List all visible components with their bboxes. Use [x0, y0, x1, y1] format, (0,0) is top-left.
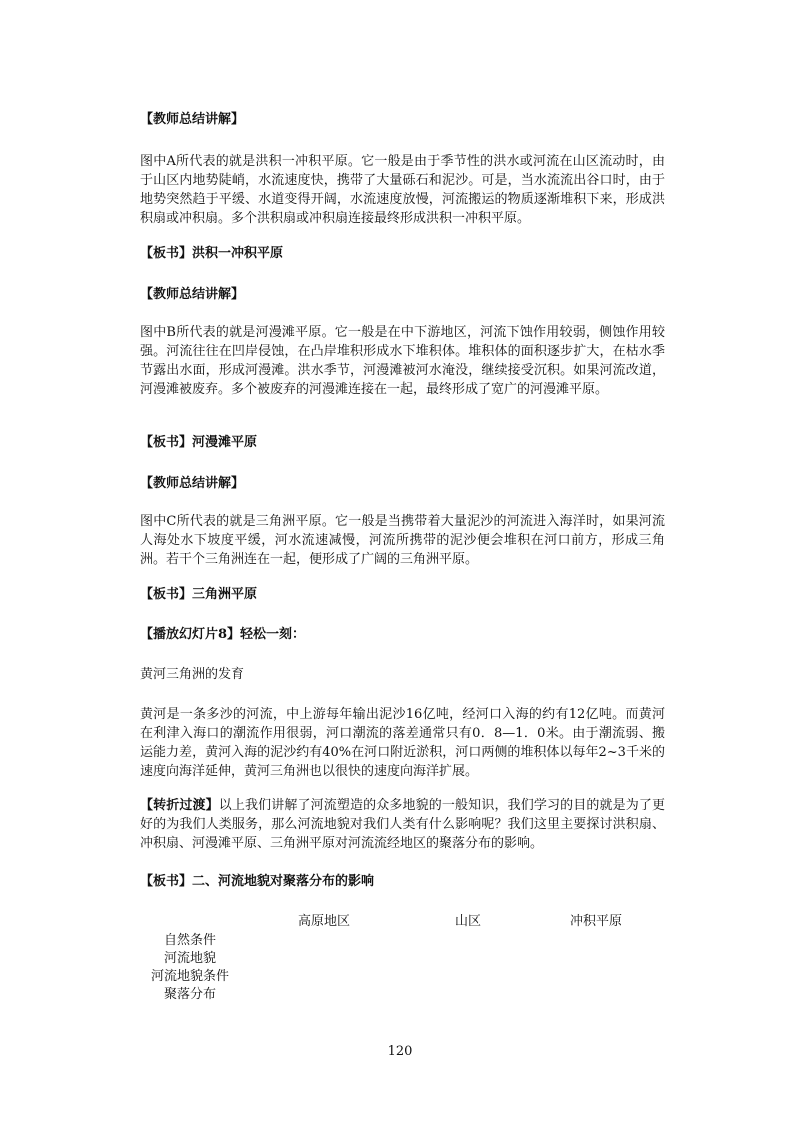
paragraph-floodplain: 图中B所代表的就是河漫滩平原。它一般是在中下游地区，河流下蚀作用较弱，侧蚀作用较强。河流往往在凹岸侵蚀，在凸岸堆积形成水下堆积体。堆积体的面积逐步扩大，在枯水季节露出水面，形成河漫滩。洪水季节，河漫滩被河水淹没，继续接受沉积。如果河流改道，河漫滩被废弃。多个被废弃的河漫滩连接在一起，最终形成了宽广的河漫滩平原。	[140, 325, 665, 397]
heading-teacher-summary-2: 【教师总结讲解】	[140, 287, 245, 302]
heading-board-alluvial-plain: 【板书】洪积一冲积平原	[140, 246, 284, 261]
heading-board-delta: 【板书】三角洲平原	[140, 587, 258, 602]
heading-board-floodplain: 【板书】河漫滩平原	[140, 435, 258, 450]
paragraph-transition	[140, 796, 665, 853]
transition-text: 以上我们讲解了河流塑造的众多地貌的一般知识，我们学习的目的就是为了更好的为我们人类服务，那么河流地貌对我们人类有什么影响呢？我们这里主要探讨洪积扇、冲积扇、河漫滩平原、三角洲平原对河流流经地区的聚落分布的影响。	[140, 798, 665, 851]
paragraph-delta: 图中C所代表的就是三角洲平原。它一般是当携带着大量泥沙的河流进入海洋时，如果河流人海处水下坡度平缓，河水流速减慢，河流所携带的泥沙便会堆积在河口前方，形成三角洲。若干个三角洲连在一起，便形成了广阔的三角洲平原。	[140, 514, 665, 567]
heading-teacher-summary-1: 【教师总结讲解】	[140, 112, 245, 127]
page-number: 120	[387, 1044, 413, 1059]
table-row-natural-conditions: 自然条件	[163, 933, 216, 948]
transition-label: 【转折过渡】	[140, 798, 219, 813]
table-header-mountain: 山区	[455, 914, 482, 929]
table-row-landform-conditions: 河流地貌条件	[150, 969, 229, 984]
table-row-river-landform: 河流地貌	[163, 951, 216, 966]
heading-board-settlement-influence: 【板书】二、河流地貌对聚落分布的影响	[140, 874, 375, 889]
paragraph-alluvial-fan: 图中A所代表的就是洪积一冲积平原。它一般是由于季节性的洪水或河流在山区流动时，由于山区内地势陡峭，水流速度快，携带了大量砾石和泥沙。可是，当水流流出谷口时，由于地势突然趋于平缓、水道变得开阔，水流速度放慢，河流搬运的物质逐渐堆积下来，形成洪积扇或冲积扇。多个洪积扇或冲积扇连接最终形成洪积一冲积平原。	[140, 154, 665, 226]
paragraph-yellow-river-delta: 黄河是一条多沙的河流，中上游每年输出泥沙16亿吨，经河口入海的约有12亿吨。而黄河在利津入海口的潮流作用很弱，河口潮流的落差通常只有0．8—1．0米。由于潮流弱、搬运能力差，黄河入海的泥沙约有40%在河口附近淤积，河口两侧的堆积体以每年2~3千米的速度向海洋延伸，黄河三角洲也以很快的速度向海洋扩展。	[140, 707, 665, 779]
paragraph-yellow-river-title: 黄河三角洲的发育	[140, 667, 245, 682]
table-header-alluvial-plain: 冲积平原	[570, 914, 623, 929]
table-header-plateau: 高原地区	[298, 914, 351, 929]
heading-teacher-summary-3: 【教师总结讲解】	[140, 476, 245, 491]
table-row-settlement-distribution: 聚落分布	[163, 987, 216, 1002]
heading-slide-8: 【播放幻灯片8】轻松一刻：	[140, 627, 306, 642]
